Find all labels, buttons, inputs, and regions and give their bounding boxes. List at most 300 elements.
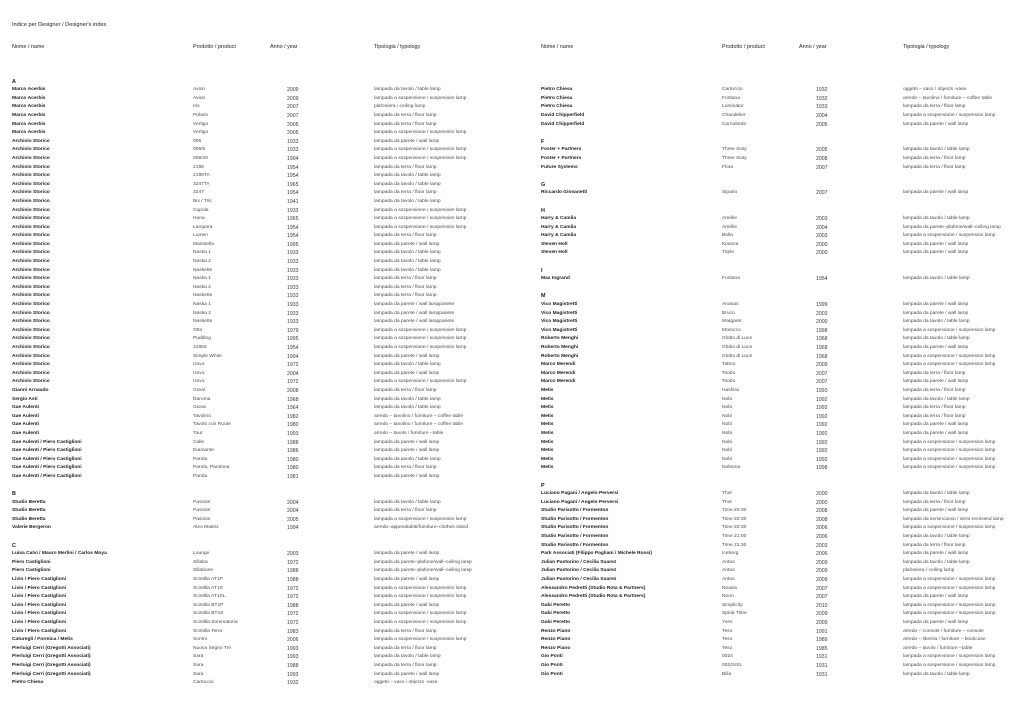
designer-name: Archivio Storico — [12, 362, 50, 368]
designer-name: Metis — [541, 396, 554, 402]
typology: lampada da tavolo / table lamp — [374, 198, 441, 204]
typology: lampada da terra / floor lamp — [374, 465, 437, 471]
product-name: Daruma — [193, 396, 211, 402]
year: 1982 — [287, 413, 299, 420]
product-name: Bolla — [722, 233, 733, 239]
index-entry-row — [12, 327, 512, 336]
typology: lampada a sospensione / suspension lamp — [903, 439, 996, 445]
product-name: Spiral Tribe — [722, 611, 747, 617]
typology: lampada da terra / floor lamp — [374, 112, 437, 118]
typology: lampada a sospensione / suspension lamp — [374, 585, 467, 591]
typology: lampada a sospensione / suspension lamp — [374, 345, 467, 350]
index-entry-row — [12, 550, 512, 559]
typology: lampada da parete / wall lamp — [903, 551, 969, 557]
index-entry-row — [541, 550, 1021, 559]
index-entry-row — [12, 301, 512, 310]
year: 2009 — [816, 362, 828, 369]
year: 1980 — [287, 465, 299, 472]
product-name: Amélie — [722, 224, 737, 230]
product-name: Toobo — [722, 379, 736, 385]
product-name: Naska 1 — [193, 276, 211, 282]
typology: lampada da terra / floor lamp — [374, 190, 437, 196]
designer-name: Gio Ponti — [541, 654, 563, 660]
designer-name: Gae Aulenti / Piero Castiglioni — [12, 448, 82, 454]
year: 1993 — [816, 387, 828, 394]
index-entry-row — [541, 421, 1021, 430]
designer-name: Renzo Piano — [541, 628, 571, 634]
year: 1995 — [287, 336, 299, 343]
typology: lampada a sospensione / suspension lamp — [903, 233, 996, 239]
index-entry-row — [12, 602, 512, 611]
header-typology-right: Tipologia / typology — [903, 44, 950, 50]
year: 1931 — [816, 662, 828, 669]
designer-name: Metis — [541, 387, 554, 393]
designer-name: Marco Merendi — [541, 379, 576, 385]
index-entry-row — [541, 576, 1021, 585]
typology: lampada a sospensione / suspension lamp — [374, 611, 467, 617]
typology: lampada da tavolo / table lamp — [374, 87, 441, 93]
typology: lampada da parete / wall lamp — [903, 310, 969, 316]
index-entry-row — [541, 602, 1021, 611]
product-name: Scintilla BT1P — [193, 602, 224, 608]
typology: lampada da parete / wall lamp — [374, 577, 440, 583]
year: 1954 — [816, 276, 828, 283]
year: 2003 — [816, 216, 828, 223]
designer-name: Steven Holl — [541, 241, 568, 247]
typology: oggetti – vaso / objects -vase — [374, 680, 438, 686]
designer-name: Archivio Storico — [12, 147, 50, 153]
product-name: Simple White — [193, 353, 222, 359]
year: 1995 — [287, 241, 299, 248]
typology: lampada da parete / wall lamp — [374, 448, 440, 454]
section-letter-row — [541, 138, 1021, 147]
typology: plafoniera / ceiling lamp — [903, 568, 955, 574]
typology: lampada da tavolo / table lamp — [374, 267, 441, 273]
product-name: Luminator — [722, 104, 744, 110]
product-name: 006 — [193, 138, 202, 144]
year: 2004 — [287, 499, 299, 506]
year: 2007 — [287, 112, 299, 119]
index-entry-row — [541, 628, 1021, 637]
designer-name: Studio Parisotto / Formenton — [541, 516, 609, 522]
section-letter-row — [12, 78, 512, 87]
product-name: Antoo — [722, 577, 735, 583]
typology: arredo – console / furniture – console — [903, 628, 984, 634]
index-entry-row — [541, 370, 1021, 379]
index-entry-row — [541, 241, 1021, 250]
index-entry-row — [541, 559, 1021, 568]
designer-name: Gianni Arnaudo — [12, 387, 49, 393]
typology: lampada da terra / floor lamp — [903, 405, 966, 411]
index-entry-row — [12, 292, 512, 301]
typology: lampada a sospensione / suspension lamp — [903, 456, 996, 462]
designer-name: Archivio Storico — [12, 353, 50, 359]
header-year-left: Anno / year — [270, 44, 298, 50]
product-name: Parola, Parolona — [193, 465, 230, 471]
year: 1932 — [287, 680, 299, 687]
index-entry-row — [12, 430, 512, 439]
designer-name: Alessandro Pedretti (Studio Rota & Partners) — [541, 585, 646, 591]
year: 1992 — [816, 456, 828, 463]
designer-name: Livio / Piero Castiglioni — [12, 577, 67, 583]
blank-row — [12, 482, 512, 491]
typology: lampada da tavolo / table lamp — [374, 181, 441, 187]
index-entry-row — [541, 516, 1021, 525]
year: 2009 — [816, 568, 828, 575]
typology: lampada da tavolo / table lamp — [903, 491, 970, 497]
year: 1941 — [287, 198, 299, 205]
year: 1933 — [287, 310, 299, 317]
index-entry-row — [12, 671, 512, 680]
year: 1988 — [287, 662, 299, 669]
designer-name: Archivio Storico — [12, 336, 50, 342]
year: 1983 — [287, 628, 299, 635]
product-name: Naskette — [193, 319, 213, 325]
designer-name: Marco Acerbis — [12, 95, 46, 101]
blank-row — [12, 533, 512, 542]
year: 2009 — [816, 559, 828, 566]
designer-name: Gio Ponti — [541, 662, 563, 668]
product-name: Parola — [193, 473, 208, 479]
designer-name: Archivio Storico — [12, 173, 50, 179]
index-entry-row — [541, 232, 1021, 241]
designer-name: Renzo Piano — [541, 637, 571, 643]
typology: lampada da tavolo / table lamp — [903, 336, 970, 342]
index-entry-row — [12, 396, 512, 405]
designer-name: Metis — [541, 456, 554, 462]
index-entry-row — [12, 378, 512, 387]
section-letter-row — [12, 490, 512, 499]
year: 1964 — [287, 405, 299, 412]
index-entry-row — [12, 284, 512, 293]
typology: lampada da parete / wall lamp — [903, 620, 969, 625]
product-name: Thor — [722, 491, 733, 497]
typology: lampada a sospensione / suspension lamp — [903, 602, 996, 608]
index-entry-row — [12, 662, 512, 671]
index-entry-row — [541, 447, 1021, 456]
index-entry-row — [12, 559, 512, 568]
product-name: Hashira — [722, 387, 739, 393]
index-entry-row — [541, 396, 1021, 405]
designer-name: Gae Aulenti — [12, 405, 39, 411]
typology: lampada da tavolo / table lamp — [903, 671, 970, 677]
index-entry-row — [12, 439, 512, 448]
typology: lampada a sospensione / suspension lamp — [903, 585, 996, 591]
year: 2004 — [816, 112, 828, 119]
product-name: Bruco — [722, 310, 735, 316]
designer-name: Marco Merendi — [541, 370, 576, 376]
typology: lampada da parete / wall lamppariete — [374, 302, 455, 308]
designer-name: Marco Acerbis — [12, 121, 46, 127]
index-entry-row — [12, 112, 512, 121]
typology: arredo – tavolo / furniture –table — [374, 430, 444, 436]
year: 1989 — [816, 637, 828, 644]
product-name: Ananas — [722, 302, 739, 308]
typology: lampada a sospensione / suspension lamp — [903, 662, 996, 668]
section-letter: H — [541, 207, 545, 214]
typology: lampada a sospensione / suspension lamp — [374, 130, 467, 136]
product-name: Cupola — [193, 207, 209, 213]
year: 2010 — [816, 602, 828, 609]
typology: lampada da parete / wall lamp — [903, 250, 969, 256]
designer-name: Metis — [541, 439, 554, 445]
product-name: Naska 2 — [193, 284, 211, 290]
index-entry-row — [12, 207, 512, 216]
product-name: Teso — [722, 645, 733, 651]
designer-name: Valerie Bergeron — [12, 525, 51, 531]
product-name: Sonmi — [193, 637, 207, 643]
product-name: Polaris — [193, 112, 208, 118]
typology: lampada a sospensione / suspension lamp — [903, 525, 996, 531]
designer-name: Gae Aulenti — [12, 422, 39, 428]
section-letter: G — [541, 181, 546, 188]
index-entry-row — [12, 310, 512, 319]
year: 2008 — [816, 516, 828, 523]
year: 1954 — [287, 190, 299, 197]
index-entry-row — [12, 361, 512, 370]
typology: lampada da tavolo / table lamp — [903, 534, 970, 540]
designer-name: Archivio Storico — [12, 379, 50, 385]
typology: lampada da parete / wall lamp — [903, 241, 969, 247]
index-entry-row — [12, 335, 512, 344]
typology: lampada da terra / floor lamp — [374, 645, 437, 651]
year: 1968 — [816, 353, 828, 360]
year: 2009 — [816, 620, 828, 626]
header-name-left: Nome / name — [12, 44, 45, 50]
section-letter: P — [541, 482, 545, 489]
index-entry-row — [541, 275, 1021, 284]
typology: arredo – tavolo / furniture –table — [903, 645, 973, 651]
designer-name: Livio / Piero Castiglioni — [12, 585, 67, 591]
typology: arredo–appendiabiti/furniture–clothes stand — [374, 525, 469, 531]
index-entry-row — [541, 95, 1021, 104]
index-entry-row — [541, 585, 1021, 594]
product-name: Teso — [722, 628, 733, 634]
index-entry-row — [12, 232, 512, 241]
product-name: 2198 — [193, 164, 204, 170]
product-name: Uovo — [193, 379, 205, 385]
designer-name: Studio Parisotto / Formenton — [541, 542, 609, 548]
product-name: Pudding — [193, 336, 211, 342]
product-name: Time 20:30 — [722, 508, 747, 514]
product-name: Kiasma — [722, 241, 739, 247]
typology: lampada da terra / floor lamp — [903, 499, 966, 505]
index-entry-row — [541, 653, 1021, 662]
typology: arredo – tavolino / furniture – coffee table — [903, 95, 993, 101]
designer-name: Julian Pastorino / Cecilia Suarez — [541, 568, 617, 574]
product-name: Calle — [193, 439, 205, 445]
index-entry-row — [541, 361, 1021, 370]
typology: lampada da tavolo / table lamp — [374, 405, 441, 411]
product-name: Tavolo con Ruote — [193, 422, 231, 428]
blank-row — [541, 69, 1021, 78]
year: 1972 — [287, 379, 299, 386]
designer-name: Julian Pastorino / Cecilia Suarez — [541, 577, 617, 583]
designer-name: Archivio Storico — [12, 267, 50, 273]
designer-name: Piero Castiglioni — [12, 559, 51, 565]
year: 1933 — [287, 207, 299, 214]
designer-name: Archivio Storico — [12, 250, 50, 256]
index-entry-row — [541, 533, 1021, 542]
index-entry-row — [541, 318, 1021, 327]
index-entry-row — [12, 181, 512, 190]
product-name: Simplicity — [722, 602, 743, 608]
year: 1972 — [287, 585, 299, 592]
typology: lampada da parete / wall lamp — [903, 379, 969, 385]
typology: lampada a sospensione / suspension lamp — [903, 327, 996, 333]
index-entry-row — [541, 645, 1021, 654]
typology: lampada a sospensione / suspension lamp — [374, 147, 467, 153]
product-name: Naskette — [193, 293, 213, 299]
designer-name: Foster + Partners — [541, 155, 582, 161]
product-name: Avion — [193, 87, 206, 93]
header-product-right: Prodotto / product — [722, 44, 765, 50]
year: 2005 — [287, 121, 299, 128]
designer-name: David Chipperfield — [541, 121, 585, 127]
designer-name: Vico Magistretti — [541, 319, 578, 325]
typology: lampada a sospensione / suspension lamp — [374, 516, 467, 522]
index-entry-row — [12, 318, 512, 327]
index-entry-row — [12, 387, 512, 396]
index-entry-row — [12, 653, 512, 662]
product-name: Globo di Luce — [722, 345, 753, 350]
product-name: Globo di Luce — [722, 353, 753, 359]
index-entry-row — [12, 198, 512, 207]
product-name: Huna — [193, 216, 205, 222]
designer-name: Renzo Piano — [541, 645, 571, 651]
designer-name: Archivio Storico — [12, 224, 50, 230]
designer-name: Vico Magistretti — [541, 310, 578, 316]
designer-name: Archivio Storico — [12, 284, 50, 290]
designer-name: Archivio Storico — [12, 190, 50, 196]
product-name: Sara — [193, 662, 204, 668]
product-name: Nobi — [722, 430, 733, 436]
year: 1992 — [816, 422, 828, 429]
product-name: Maristella — [193, 241, 214, 247]
product-name: Tour — [193, 430, 203, 436]
product-name: Flora — [722, 164, 734, 170]
designer-name: Pietro Chiesa — [12, 680, 44, 686]
designer-name: Roberto Menghi — [541, 345, 579, 350]
product-name: Scintilla AT1SL — [193, 594, 226, 600]
designer-name: Pietro Chiesa — [541, 104, 573, 110]
product-name: Cartoccio — [193, 680, 214, 686]
typology: lampada da terra / floor lamp — [903, 370, 966, 376]
designer-name: David Chipperfield — [541, 112, 585, 118]
product-name: Noon — [722, 594, 734, 600]
index-entry-row — [541, 215, 1021, 224]
year: 1933 — [287, 147, 299, 154]
designer-name: Archivio Storico — [12, 216, 50, 222]
typology: arredo – tavolino / furniture – coffee table — [374, 413, 464, 419]
product-name: 3247TA — [193, 181, 210, 187]
year: 1933 — [287, 302, 299, 309]
year: 2007 — [816, 585, 828, 592]
product-name: Naskette — [193, 267, 213, 273]
year: 1993 — [287, 645, 299, 652]
year: 2003 — [816, 542, 828, 549]
year: 2004 — [287, 370, 299, 377]
designer-name: Archivio Storico — [12, 276, 50, 282]
year: 2007 — [816, 379, 828, 386]
typology: lampada da terra / floor lamp — [903, 164, 966, 170]
year: 1933 — [287, 319, 299, 326]
typology: lampada a sospensione / suspension lamp — [374, 95, 467, 101]
blank-row — [541, 258, 1021, 267]
index-entry-row — [12, 86, 512, 95]
product-name: 006/20 — [193, 155, 208, 161]
index-entry-row — [12, 103, 512, 112]
year: 1965 — [287, 181, 299, 188]
year: 2000 — [816, 491, 828, 498]
typology: lampada da tavolo / table lamp — [903, 396, 970, 402]
typology: lampada da parete / wall lamp — [374, 473, 440, 479]
product-name: Thor — [722, 499, 733, 505]
index-entry-row — [12, 567, 512, 576]
typology: lampada da parete / wall lamp — [374, 671, 440, 677]
typology: arredo – tavolino / furniture – coffee table — [374, 422, 464, 428]
designer-name: Harry & Camila — [541, 233, 577, 239]
year: 2007 — [816, 370, 828, 377]
typology: lampada a sospensione / suspension lamp — [374, 637, 467, 643]
index-entry-row — [541, 671, 1021, 680]
year: 1986 — [287, 448, 299, 455]
year: 1965 — [287, 216, 299, 223]
year: 1992 — [816, 430, 828, 437]
year: 1992 — [816, 439, 828, 446]
designer-name: Gae Aulenti / Piero Castiglioni — [12, 473, 82, 479]
index-entry-row — [12, 138, 512, 147]
year: 1972 — [287, 559, 299, 566]
year: 1994 — [287, 525, 299, 532]
designer-name: Harry & Camila — [541, 216, 577, 222]
typology: lampada da parete / wall lamp — [374, 439, 440, 445]
year: 1988 — [287, 439, 299, 446]
designer-name: Archivio Storico — [12, 370, 50, 376]
designer-name: Marco Merendi — [541, 362, 576, 368]
designer-name: Marco Acerbis — [12, 104, 46, 110]
product-name: Uovo — [193, 362, 205, 368]
product-name: Passion — [193, 516, 211, 522]
year: 1968 — [287, 396, 299, 403]
typology: lampada da parete / wall lamp — [374, 602, 440, 608]
section-letter: B — [12, 491, 16, 498]
typology: lampada da tavolo / table lamp — [374, 259, 441, 265]
typology: lampada da tavolo / table lamp — [903, 559, 970, 565]
year: 2005 — [287, 516, 299, 523]
typology: lampada a sospensione / suspension lamp — [903, 448, 996, 454]
year: 1932 — [816, 87, 828, 94]
index-entry-row — [12, 447, 512, 456]
year: 1932 — [816, 95, 828, 102]
product-name: Otto — [193, 327, 203, 333]
designer-name: Metis — [541, 465, 554, 471]
designer-name: Gae Aulenti — [12, 430, 39, 436]
designer-name: Pietro Chiesa — [541, 87, 573, 93]
index-entry-row — [12, 516, 512, 525]
product-name: Margaret — [722, 319, 742, 325]
designer-name: Luciano Pagani / Angelo Perversi — [541, 491, 619, 497]
typology: lampada a sospensione / suspension lamp — [903, 465, 996, 471]
year: 1933 — [287, 284, 299, 291]
index-entry-row — [12, 499, 512, 508]
index-entry-row — [541, 430, 1021, 439]
designer-name: Pierluigi Cerri (Gregotti Associati) — [12, 662, 91, 668]
product-name: Nobi — [722, 422, 733, 428]
designer-name: Studio Beretta — [12, 508, 46, 514]
year: 1980 — [287, 422, 299, 429]
product-name: Passion — [193, 499, 211, 505]
